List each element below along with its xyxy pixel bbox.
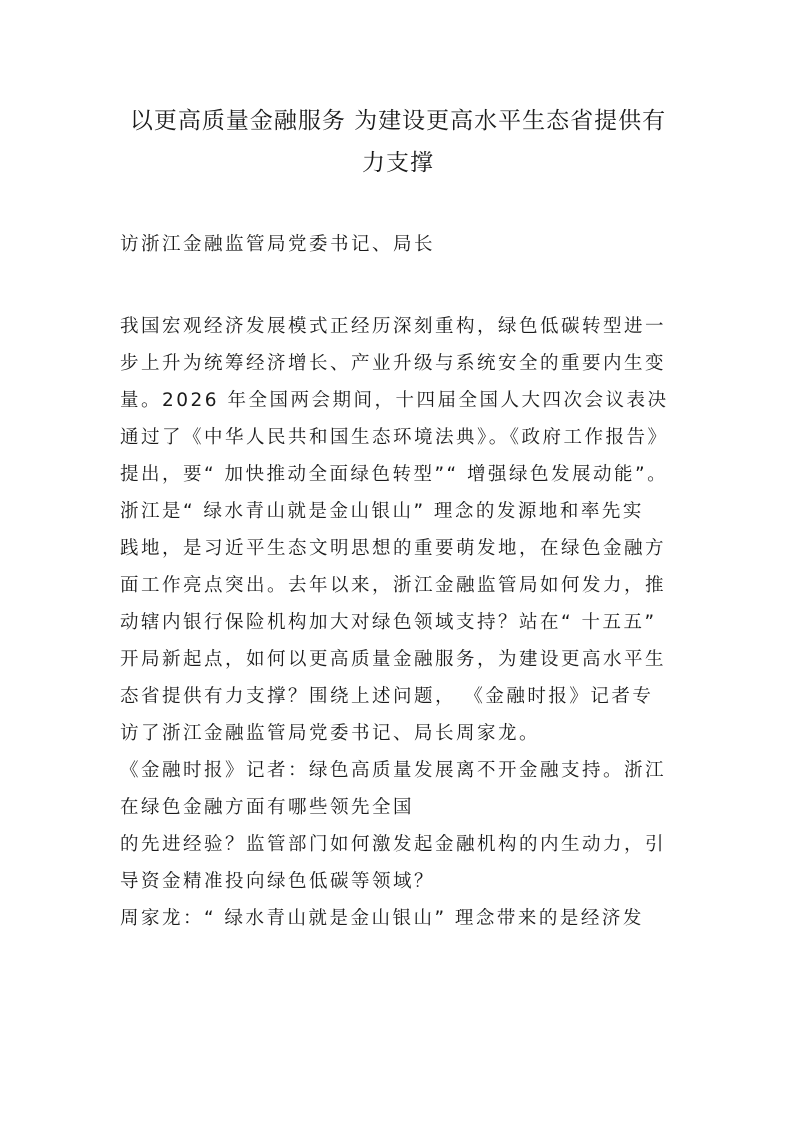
body-line: 在绿色金融方面有哪些领先全国	[120, 797, 415, 818]
body-line: 态省提供有力支撑？围绕上述问题， 《金融时报》记者专	[120, 686, 654, 707]
body-line: 我国宏观经济发展模式正经历深刻重构，绿色低碳转型进一	[120, 316, 667, 337]
body-line: 周家龙：“ 绿水青山就是金山银山” 理念带来的是经济发	[120, 908, 644, 929]
body-line: 《金融时报》记者：绿色高质量发展离不开金融支持。浙江	[120, 760, 667, 781]
body-line: 通过了《中华人民共和国生态环境法典》。《政府工作报告》	[120, 427, 669, 448]
body-line: 步上升为统筹经济增长、产业升级与系统安全的重要内生变	[120, 353, 667, 374]
body-line: 动辖内银行保险机构加大对绿色领域支持？站在“ 十五五”	[120, 612, 657, 633]
subtitle: 访浙江金融监管局党委书记、局长	[120, 234, 436, 255]
body-line: 开局新起点，如何以更高质量金融服务，为建设更高水平生	[120, 649, 667, 670]
title-line-1: 以更高质量金融服务 为建设更高水平生态省提供有	[129, 108, 667, 134]
body-line: 的先进经验？监管部门如何激发起金融机构的内生动力，引	[120, 834, 667, 855]
body-line: 提出，要“ 加快推动全面绿色转型”“ 增强绿色发展动能”。	[120, 464, 669, 485]
body-line: 量。2026 年全国两会期间，十四届全国人大四次会议表决	[120, 390, 669, 411]
body-line: 面工作亮点突出。去年以来，浙江金融监管局如何发力，推	[120, 575, 667, 596]
title-line-2: 力支撑	[362, 150, 434, 176]
body-line: 浙江是“ 绿水青山就是金山银山” 理念的发源地和率先实	[120, 501, 644, 522]
body-line: 访了浙江金融监管局党委书记、局长周家龙。	[120, 723, 541, 744]
body-line: 导资金精准投向绿色低碳等领域？	[120, 871, 436, 892]
body-line: 践地，是习近平生态文明思想的重要萌发地，在绿色金融方	[120, 538, 667, 559]
